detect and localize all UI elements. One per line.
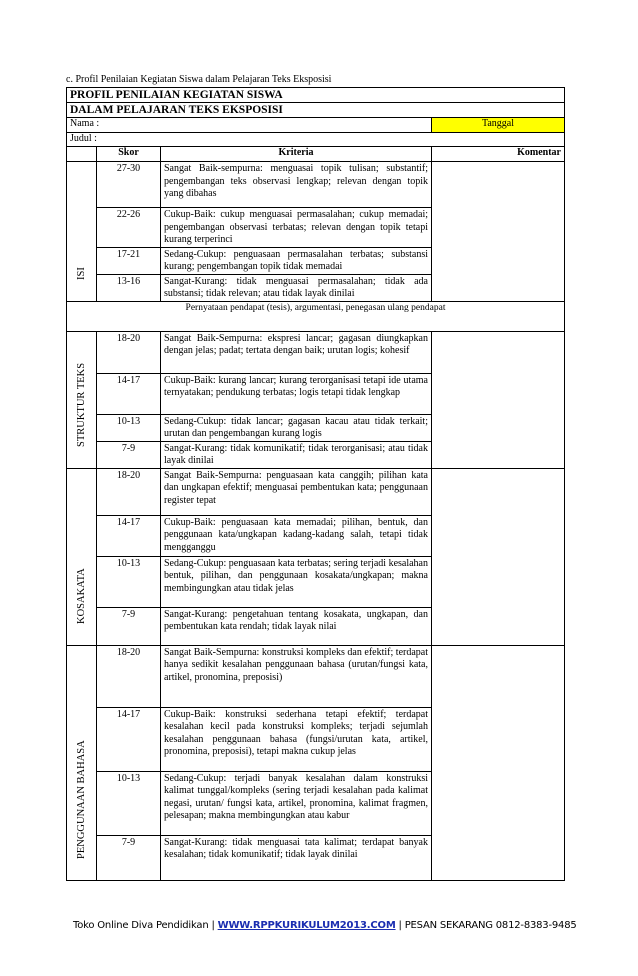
- criteria-cell: Sangat Baik-sempurna: menguasai topik tulisan; substantif; pengembangan teks observasi lengkap; relevan dengan topik yang dibahas: [161, 162, 432, 208]
- section-statement: Pernyataan pendapat (tesis), argumentasi, penegasan ulang pendapat: [67, 301, 565, 331]
- criteria-cell: Sangat Baik-Sempurna: ekspresi lancar; gagasan diungkapkan dengan jelas; padat; tertata dengan baik; urutan logis; kohesif: [161, 331, 432, 373]
- score-cell: 10-13: [97, 556, 161, 607]
- comment-cell-struktur: [432, 331, 565, 468]
- assessment-rubric-table: [66, 87, 565, 881]
- comment-cell-kosakata: [432, 468, 565, 645]
- score-cell: 13-16: [97, 274, 161, 301]
- criteria-cell: Sedang-Cukup: penguasaan kata terbatas; sering terjadi kesalahan bentuk, pilihan, dan penggunaan kosakata/ungkapan; makna membingungkan atau tidak jelas: [161, 556, 432, 607]
- criteria-cell: Cukup-Baik: kurang lancar; kurang terorganisasi tetapi ide utama ternyatakan; pendukung terbatas; logis tetapi tidak lengkap: [161, 373, 432, 414]
- score-cell: 14-17: [97, 707, 161, 771]
- criteria-cell: Sangat-Kurang: tidak menguasai permasalahan; tidak ada substansi; tidak relevan; atau tidak layak dinilai: [161, 274, 432, 301]
- criteria-cell: Sangat-Kurang: tidak menguasai tata kalimat; terdapat banyak kesalahan; tidak komunikatif; tidak layak dinilai: [161, 835, 432, 880]
- criteria-cell: Sangat Baik-Sempurna: penguasaan kata canggih; pilihan kata dan ungkapan efektif; menguasai pembentukan kata; penggunaan register tepat: [161, 468, 432, 515]
- criteria-cell: Cukup-Baik: cukup menguasai permasalahan; cukup memadai; pengembangan observasi terbatas; relevan dengan topik tetapi kurang terperinci: [161, 208, 432, 248]
- column-kriteria: Kriteria: [161, 147, 432, 162]
- criteria-cell: Sedang-Cukup: terjadi banyak kesalahan dalam konstruksi kalimat tunggal/kompleks (sering terjadi kesalahan pada kalimat negasi, urutan/ fungsi kata, artikel, pronomina, kalimat fragmen, pelesapan; makna membingungkan atau kabur: [161, 771, 432, 835]
- section-label-isi: ISI: [67, 162, 97, 302]
- score-cell: 18-20: [97, 468, 161, 515]
- rubric-title-1: PROFIL PENILAIAN KEGIATAN SISWA: [67, 88, 565, 103]
- nama-label: Nama :: [67, 118, 432, 133]
- section-label-struktur: STRUKTUR TEKS: [67, 331, 97, 468]
- criteria-cell: Cukup-Baik: penguasaan kata memadai; pilihan, bentuk, dan penggunaan kata/ungkapan kadang-kadang salah, tetapi tidak mengganggu: [161, 515, 432, 556]
- page-footer: [73, 920, 577, 931]
- criteria-cell: Sangat Baik-Sempurna: konstruksi kompleks dan efektif; terdapat hanya sedikit kesalahan penggunaan bahasa (urutan/fungsi kata, artikel, pronomina, preposisi): [161, 645, 432, 707]
- corner-cell: [67, 147, 97, 162]
- column-komentar: Komentar: [432, 147, 565, 162]
- score-cell: 14-17: [97, 373, 161, 414]
- score-cell: 10-13: [97, 414, 161, 441]
- table-caption: c. Profil Penilaian Kegiatan Siswa dalam Pelajaran Teks Eksposisi: [66, 74, 332, 85]
- score-cell: 22-26: [97, 208, 161, 248]
- score-cell: 14-17: [97, 515, 161, 556]
- criteria-cell: Sangat-Kurang: tidak komunikatif; tidak terorganisasi; atau tidak layak dinilai: [161, 441, 432, 468]
- comment-cell-bahasa: [432, 645, 565, 880]
- criteria-cell: Sedang-Cukup: tidak lancar; gagasan kacau atau tidak terkait; urutan dan pengembangan kurang logis: [161, 414, 432, 441]
- footer-prefix: Toko Online Diva Pendidikan |: [73, 920, 218, 931]
- score-cell: 17-21: [97, 247, 161, 274]
- section-label-kosakata: KOSAKATA: [67, 468, 97, 645]
- column-skor: Skor: [97, 147, 161, 162]
- footer-suffix: | PESAN SEKARANG 0812-8383-9485: [395, 920, 577, 931]
- score-cell: 7-9: [97, 607, 161, 645]
- score-cell: 7-9: [97, 441, 161, 468]
- criteria-cell: Sedang-Cukup: penguasaan permasalahan terbatas; substansi kurang; pengembangan topik tidak memadai: [161, 247, 432, 274]
- judul-label: Judul :: [67, 133, 565, 147]
- comment-cell-isi: [432, 162, 565, 302]
- tanggal-label: Tanggal: [432, 118, 565, 133]
- rubric-title-2: DALAM PELAJARAN TEKS EKSPOSISI: [67, 103, 565, 118]
- criteria-cell: Cukup-Baik: konstruksi sederhana tetapi efektif; terdapat kesalahan kecil pada konstruksi kompleks; terjadi sejumlah kesalahan penggunaan bahasa (fungsi/urutan kata, artikel, pronomina, preposisi), tetapi makna cukup jelas: [161, 707, 432, 771]
- criteria-cell: Sangat-Kurang: pengetahuan tentang kosakata, ungkapan, dan pembentukan kata rendah; tidak layak nilai: [161, 607, 432, 645]
- footer-website-link[interactable]: WWW.RPPKURIKULUM2013.COM: [217, 920, 396, 931]
- score-cell: 18-20: [97, 645, 161, 707]
- section-label-bahasa: PENGGUNAAN BAHASA: [67, 645, 97, 880]
- score-cell: 10-13: [97, 771, 161, 835]
- score-cell: 18-20: [97, 331, 161, 373]
- score-cell: 27-30: [97, 162, 161, 208]
- score-cell: 7-9: [97, 835, 161, 880]
